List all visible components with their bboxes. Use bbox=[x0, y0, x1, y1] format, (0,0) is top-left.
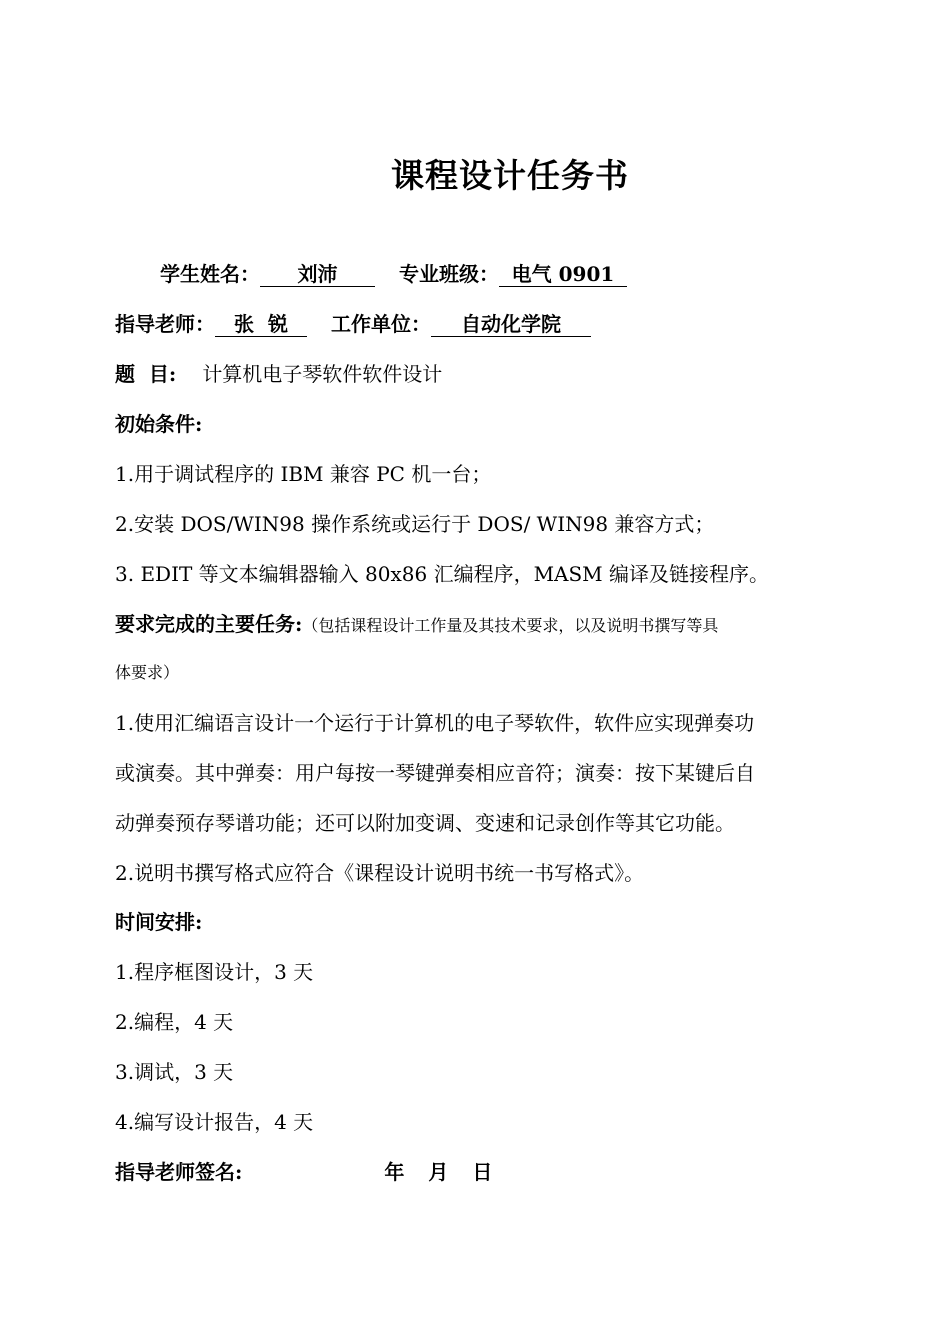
signature-day: 日 bbox=[472, 1160, 493, 1184]
advisor-value: 张 锐 bbox=[215, 312, 307, 337]
page-title: 课程设计任务书 bbox=[391, 156, 629, 195]
main-task-line: 1.使用汇编语言设计一个运行于计算机的电子琴软件，软件应实现弹奏功 bbox=[115, 711, 755, 735]
main-task-line: 动弹奏预存琴谱功能；还可以附加变调、变速和记录创作等其它功能。 bbox=[115, 811, 735, 835]
signature-row bbox=[115, 1158, 492, 1186]
schedule-item: 2.编程，4 天 bbox=[115, 1010, 234, 1034]
main-tasks-heading: 要求完成的主要任务: bbox=[115, 612, 303, 636]
unit-label: 工作单位： bbox=[331, 312, 431, 336]
class-label: 专业班级： bbox=[399, 262, 499, 286]
class-value: 电气 0901 bbox=[499, 262, 627, 287]
initial-condition-item: 2.安装 DOS/WIN98 操作系统或运行于 DOS/ WIN98 兼容方式； bbox=[115, 512, 715, 536]
student-name-label: 学生姓名： bbox=[160, 262, 260, 286]
main-tasks-note: （包括课程设计工作量及其技术要求，以及说明书撰写等具 bbox=[302, 616, 719, 635]
schedule-item: 4.编写设计报告，4 天 bbox=[115, 1110, 314, 1134]
signature-label: 指导老师签名: bbox=[115, 1160, 243, 1184]
signature-year: 年 bbox=[384, 1160, 405, 1184]
schedule-heading: 时间安排: bbox=[115, 910, 203, 934]
initial-condition-item: 1.用于调试程序的 IBM 兼容 PC 机一台； bbox=[115, 462, 492, 486]
schedule-item: 3.调试，3 天 bbox=[115, 1060, 234, 1084]
schedule-item: 1.程序框图设计，3 天 bbox=[115, 960, 314, 984]
student-info-row bbox=[160, 260, 627, 288]
main-tasks-note-continued: 体要求） bbox=[115, 663, 180, 682]
main-task-line: 或演奏。其中弹奏：用户每按一琴键弹奏相应音符；演奏：按下某键后自 bbox=[115, 761, 755, 785]
topic-row bbox=[115, 360, 442, 388]
initial-condition-item: 3. EDIT 等文本编辑器输入 80x86 汇编程序，MASM 编译及链接程序。 bbox=[115, 562, 770, 586]
topic-value: 计算机电子琴软件软件设计 bbox=[202, 362, 443, 386]
unit-value: 自动化学院 bbox=[431, 312, 591, 337]
main-tasks-heading-row bbox=[115, 610, 718, 640]
advisor-info-row bbox=[115, 310, 591, 338]
main-task-line: 2.说明书撰写格式应符合《课程设计说明书统一书写格式》。 bbox=[115, 861, 645, 885]
signature-month: 月 bbox=[428, 1160, 449, 1184]
advisor-label: 指导老师： bbox=[115, 312, 215, 336]
initial-conditions-heading: 初始条件: bbox=[115, 412, 203, 436]
student-name-value: 刘沛 bbox=[260, 262, 375, 287]
topic-label: 题 目: bbox=[115, 362, 177, 386]
